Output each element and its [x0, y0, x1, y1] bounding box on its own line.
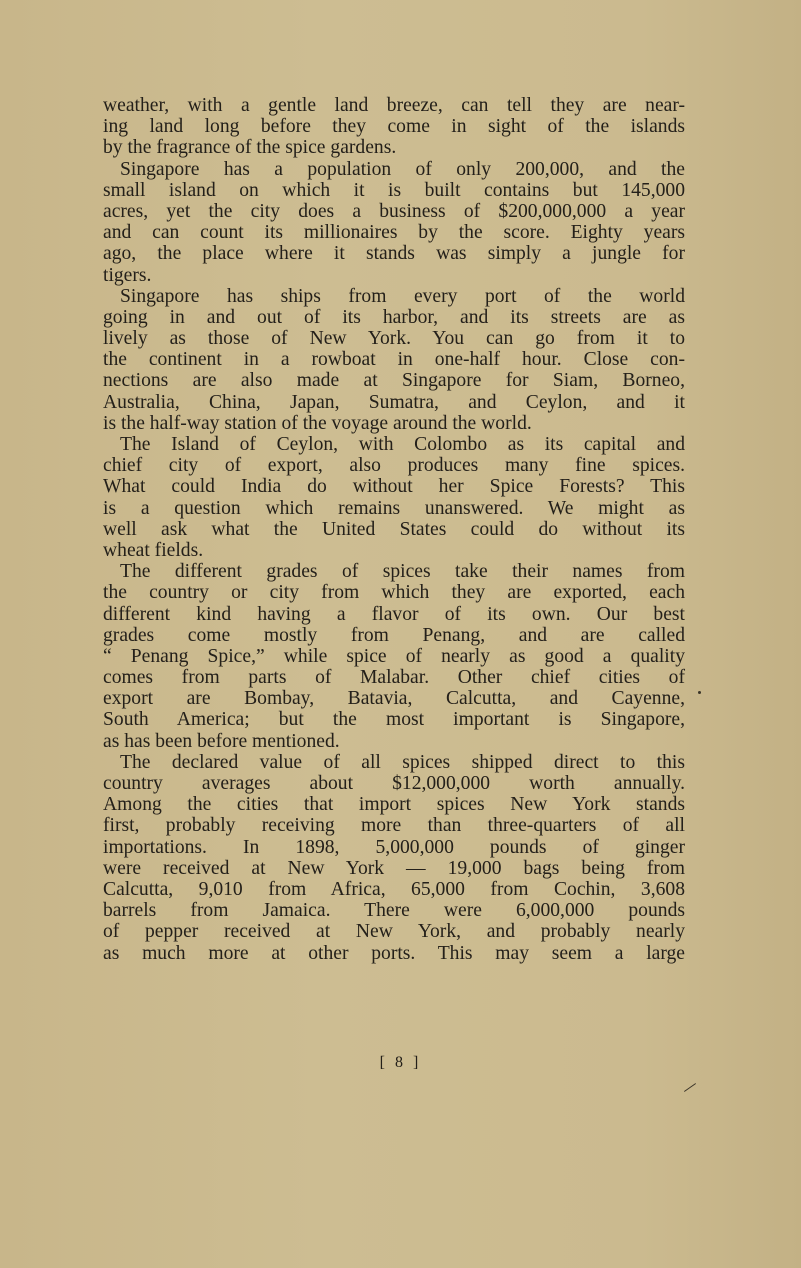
text-line: the country or city from which they are exported, each: [103, 582, 685, 604]
body-text: [103, 95, 685, 964]
text-line: ing land long before they come in sight of the islands: [103, 116, 685, 138]
text-line: Calcutta, 9,010 from Africa, 65,000 from Cochin, 3,608: [103, 878, 685, 900]
text-line: The different grades of spices take their names from: [120, 561, 685, 583]
text-line: going in and out of its harbor, and its streets are as: [103, 306, 685, 328]
text-line: grades come mostly from Penang, and are called: [103, 624, 685, 646]
text-line: of pepper received at New York, and probably nearly: [103, 921, 685, 943]
text-line: The declared value of all spices shipped direct to this: [120, 751, 685, 773]
text-line: different kind having a flavor of its own. Our best: [103, 603, 685, 625]
text-line: lively as those of New York. You can go from it to: [103, 328, 685, 350]
text-line: nections are also made at Singapore for Siam, Borneo,: [103, 370, 685, 392]
text-line: and can count its millionaires by the score. Eighty years: [103, 222, 685, 244]
text-line: Australia, China, Japan, Sumatra, and Ceylon, and it: [103, 391, 685, 413]
page-number: [ 8 ]: [379, 1054, 422, 1071]
text-line: first, probably receiving more than three-quarters of all: [103, 815, 685, 837]
text-line: comes from parts of Malabar. Other chief cities of: [103, 667, 685, 689]
text-line: weather, with a gentle land breeze, can tell they are near-: [103, 95, 685, 116]
text-line: were received at New York — 19,000 bags being from: [103, 857, 685, 879]
text-line: by the fragrance of the spice gardens.: [103, 137, 397, 159]
text-line: as much more at other ports. This may seem a large: [103, 942, 685, 964]
text-line: Among the cities that import spices New York stands: [103, 794, 685, 816]
text-line: as has been before mentioned.: [103, 730, 340, 752]
text-line: barrels from Jamaica. There were 6,000,000 pounds: [103, 900, 685, 922]
text-line: wheat fields.: [103, 539, 204, 561]
text-line: chief city of export, also produces many fine spices.: [103, 455, 685, 477]
text-line: the continent in a rowboat in one-half hour. Close con-: [103, 349, 685, 371]
text-line: “ Penang Spice,” while spice of nearly as good a quality: [103, 645, 685, 667]
text-line: small island on which it is built contains but 145,000: [103, 179, 685, 201]
text-line: is a question which remains unanswered. We might as: [103, 497, 685, 519]
text-line: The Island of Ceylon, with Colombo as its capital and: [120, 434, 685, 455]
text-line: well ask what the United States could do without its: [103, 518, 685, 540]
text-line: acres, yet the city does a business of $200,000,000 a year: [103, 200, 685, 222]
text-line: ago, the place where it stands was simply a jungle for: [103, 243, 685, 265]
text-line: What could India do without her Spice Forests? This: [103, 476, 685, 498]
pencil-mark: [684, 1083, 696, 1092]
text-line: country averages about $12,000,000 worth annually.: [103, 773, 685, 794]
text-line: Singapore has a population of only 200,000, and the: [120, 158, 685, 180]
text-line: South America; but the most important is Singapore,: [103, 709, 685, 731]
text-line: export are Bombay, Batavia, Calcutta, and Cayenne,: [103, 688, 685, 710]
ink-speck: [698, 691, 701, 694]
text-line: Singapore has ships from every port of the world: [120, 285, 685, 307]
text-line: tigers.: [103, 264, 152, 286]
text-line: is the half-way station of the voyage around the world.: [103, 412, 532, 434]
text-line: importations. In 1898, 5,000,000 pounds of ginger: [103, 836, 685, 858]
